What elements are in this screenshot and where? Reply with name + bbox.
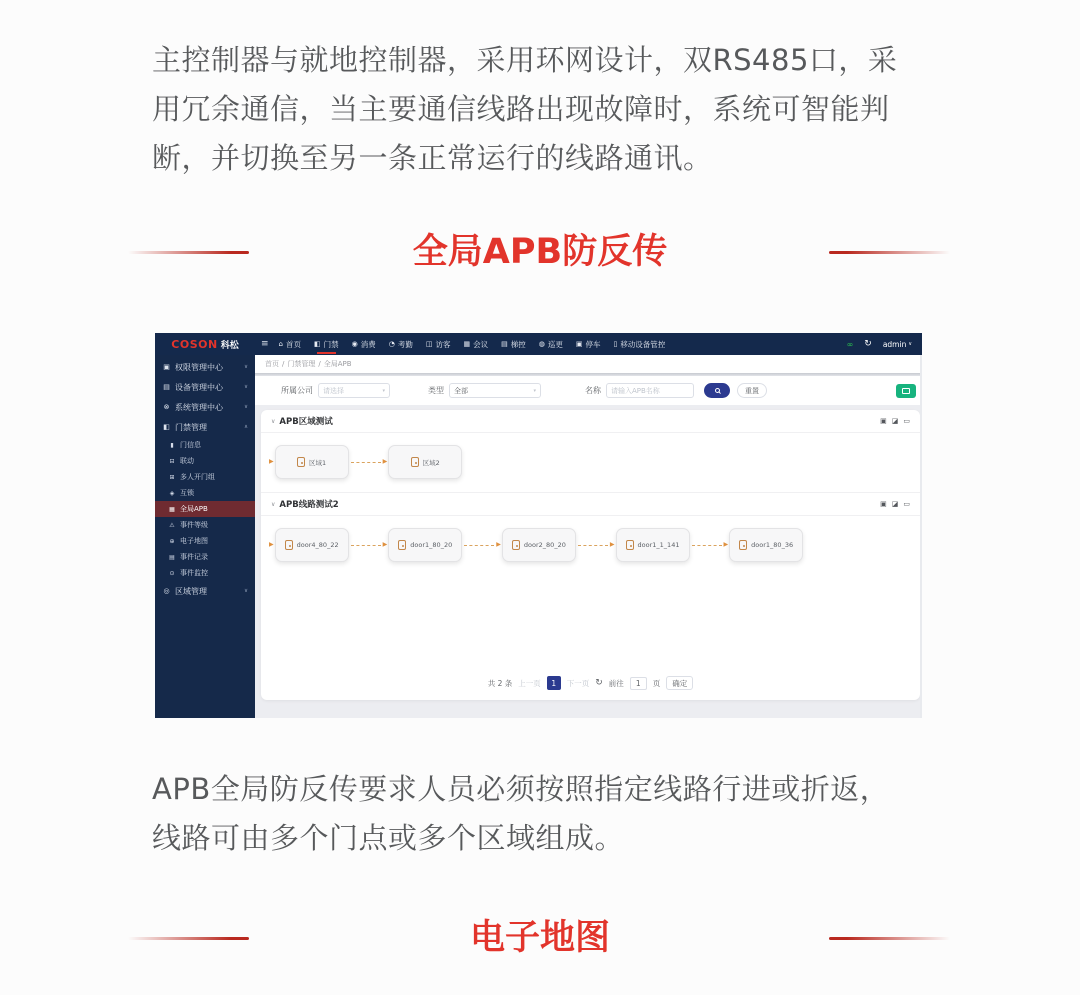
reset-button[interactable]: 重置 [737,383,767,398]
mobile-icon: ▯ [613,339,618,348]
link-icon[interactable]: ∞ [846,339,854,349]
device-icon: ▤ [163,383,170,391]
chevron-down-icon: ▾ [533,387,536,394]
door-icon [285,540,293,550]
topbar-right [847,339,922,349]
sidebar-item-interlock[interactable]: ◈ 互锁 [169,489,194,497]
menu-item-access-control[interactable]: ◧ 门禁 [314,333,339,355]
section-title: APB线路测试2 [279,500,339,510]
door-icon: ◧ [314,339,321,348]
flow-connector [351,545,381,546]
add-button[interactable] [896,384,916,398]
type-label: 类型 [428,386,444,395]
sidebar-item-door-info[interactable]: ▮ 门信息 [155,437,255,453]
breadcrumb-global-apb: 全局APB [323,360,352,368]
meeting-icon: ▦ [463,339,471,348]
next-page-button[interactable]: 下一页 [566,678,590,688]
apb-node-door[interactable]: door1_1_141 [616,528,690,562]
chevron-down-icon: ∨ [908,341,912,347]
apb-route-flow [261,516,920,575]
sidebar-item-linkage[interactable]: ⊟ 联动 [169,457,194,465]
door-info-icon: ▮ [170,441,174,449]
monitor-icon[interactable]: ▭ [903,416,910,425]
screenshot-cut-edge [920,355,922,718]
sidebar-group-region-management[interactable]: ◎ 区域管理 ∨ [163,586,248,596]
intro-line: 主控制器与就地控制器，采用环网设计，双RS485口，采 [152,43,898,77]
flow-arrow-icon: ▶ [269,458,274,465]
door-icon [297,457,305,467]
menu-item-parking[interactable]: ▣ 停车 [575,339,601,349]
name-label: 名称 [585,386,601,395]
record-icon: ▤ [169,553,175,561]
outro-line: 线路可由多个门点或多个区域组成。 [152,821,625,855]
company-select[interactable] [318,383,390,398]
menu-item-attendance[interactable]: ◔ 考勤 [388,339,413,349]
permission-icon: ▣ [163,363,170,371]
parking-icon: ▣ [575,339,583,348]
consume-icon: ◉ [351,339,358,348]
heading-rule-left [128,937,249,940]
search-button[interactable] [704,383,730,398]
linkage-icon: ⊟ [169,457,175,465]
door-icon [398,540,406,550]
elevator-icon: ▤ [501,339,508,348]
clock-icon: ◔ [388,339,395,348]
chevron-down-icon: ∨ [243,588,248,594]
search-icon [715,388,720,393]
sidebar-group-door-management[interactable]: ◧ 门禁管理 ∧ [163,422,248,432]
type-value: 全部 [454,386,468,395]
username: admin [882,339,907,349]
chevron-down-icon: ∨ [243,384,248,390]
chevron-up-icon: ∧ [243,424,248,430]
door-icon [512,540,520,550]
company-label: 所属公司 [281,386,313,395]
section-heading-emap [0,912,1080,964]
filter-bar [255,376,922,405]
export-icon[interactable]: ▣ [880,499,887,508]
apb-node-region1[interactable]: 区域1 [275,445,349,479]
flow-arrow-icon: ▶ [269,541,274,548]
prev-page-button[interactable]: 上一页 [518,678,541,688]
region-icon: ◎ [163,587,170,595]
apb-icon: ▦ [169,505,175,513]
door-icon: ◧ [163,423,170,431]
apb-content-card [261,410,920,700]
breadcrumb-door-management[interactable]: 门禁管理 [287,360,316,368]
page-unit-label: 页 [652,678,661,688]
breadcrumb [255,355,922,373]
patrol-icon: ◍ [538,339,545,348]
flow-connector [464,545,494,546]
section-title: APB区域测试 [279,417,333,427]
sidebar-item-global-apb[interactable]: ▦ 全局APB [155,501,255,517]
refresh-icon[interactable]: ↻ [864,339,872,349]
collapse-caret-icon[interactable]: ∨ [271,500,276,508]
sidebar-group-system-center[interactable]: ⊗ 系统管理中心 ∨ [163,402,248,412]
name-input[interactable] [606,383,694,398]
edit-icon[interactable]: ◪ [891,499,899,508]
chevron-down-icon: ▾ [382,387,385,394]
section-actions [880,501,910,508]
collapse-caret-icon[interactable]: ∨ [271,417,276,425]
logo [155,338,255,351]
menu-item-home[interactable]: ⌂ 首页 [278,339,301,349]
flow-arrow-icon: ▶ [496,541,501,548]
heading-rule-left [128,251,249,254]
company-placeholder: 请选择 [323,386,344,395]
section-header-apb-region [261,410,920,433]
outro-line: APB全局防反传要求人员必须按照指定线路行进或折返， [152,772,890,806]
apb-node-door[interactable]: door1_80_20 [388,528,462,562]
section-title: 电子地图 [469,918,610,958]
warning-icon: ⚠ [169,521,175,529]
heading-rule-right [829,937,950,940]
sidebar-item-event-level[interactable]: ⚠ 事件等级 [169,521,208,529]
map-icon: ⊕ [169,537,175,545]
group-icon: ⊞ [169,473,175,481]
intro-paragraph [152,36,952,183]
sidebar-item-multi-person-open[interactable]: ⊞ 多人开门组 [169,473,215,481]
menu-item-visitor[interactable]: ◫ 访客 [425,339,451,349]
door-icon [411,457,419,467]
confirm-button[interactable]: 确定 [666,676,693,690]
sidebar [155,355,255,718]
door-icon [626,540,634,550]
apb-node-door[interactable]: door1_80_36 [729,528,803,562]
goto-page-input[interactable] [630,677,647,690]
monitor-icon: ⊙ [169,569,175,577]
hamburger-icon[interactable]: ≡ [261,339,269,349]
refresh-icon[interactable]: ↻ [595,678,603,688]
section-header-apb-route [261,493,920,516]
type-select[interactable] [449,383,541,398]
chevron-down-icon: ∨ [243,364,248,370]
menu-item-mobile-device[interactable]: ▯ 移动设备管控 [613,339,666,349]
heading-rule-right [829,251,950,254]
menu-item-elevator[interactable]: ▤ 梯控 [501,339,526,349]
visitor-icon: ◫ [425,339,433,348]
flow-arrow-icon: ▶ [723,541,729,548]
sidebar-item-event-monitor[interactable]: ⊙ 事件监控 [169,569,208,577]
interlock-icon: ◈ [169,489,175,497]
intro-line: 断，并切换至另一条正常运行的线路通讯。 [152,141,713,175]
edit-icon[interactable]: ◪ [891,416,899,425]
main-area [255,355,922,718]
app-topbar [155,333,922,355]
monitor-icon[interactable]: ▭ [903,499,910,508]
flow-connector [351,462,381,463]
system-icon: ⊗ [163,403,170,411]
flow-connector [578,545,608,546]
sidebar-item-event-record[interactable]: ▤ 事件记录 [169,553,208,561]
export-icon[interactable]: ▣ [880,416,887,425]
sidebar-group-device-center[interactable]: ▤ 设备管理中心 ∨ [163,382,248,392]
home-icon: ⌂ [278,339,283,348]
breadcrumb-separator: / [282,360,285,368]
flow-arrow-icon: ▶ [382,458,388,465]
breadcrumb-separator: / [318,360,321,368]
intro-line: 用冗余通信，当主要通信线路出现故障时，系统可智能判 [152,92,890,126]
flow-connector [692,545,722,546]
flow-arrow-icon: ▶ [609,541,615,548]
breadcrumb-home[interactable]: 首页 [265,360,279,368]
apb-node-region2[interactable]: 区域2 [388,445,462,479]
logo-coson: COSON [171,337,218,351]
outro-paragraph [152,765,962,863]
logo-keson: 科松 [220,340,239,351]
menu-item-patrol[interactable]: ◍ 巡更 [538,339,563,349]
menu-item-consume[interactable]: ◉ 消费 [351,339,376,349]
goto-label: 前往 [608,678,624,688]
app-screenshot [155,333,922,718]
door-submenu [155,437,255,581]
add-icon [902,388,910,394]
section-title: 全局APB防反传 [412,232,668,272]
flow-arrow-icon: ▶ [382,541,388,548]
pagination [261,676,920,690]
door-icon [739,540,747,550]
apb-node-door[interactable]: door2_80_20 [502,528,576,562]
section-actions [880,418,910,425]
apb-region-flow [261,433,920,493]
sidebar-item-emap[interactable]: ⊕ 电子地图 [169,537,208,545]
apb-node-door[interactable]: door4_80_22 [275,528,349,562]
pagination-total: 共 2 条 [487,678,513,688]
chevron-down-icon: ∨ [243,404,248,410]
page-number-button[interactable]: 1 [547,676,561,690]
menu-item-meeting[interactable]: ▦ 会议 [463,339,489,349]
sidebar-group-permission-center[interactable]: ▣ 权限管理中心 ∨ [163,362,248,372]
user-menu[interactable] [883,340,912,349]
section-heading-global-apb [0,226,1080,278]
top-menu [279,333,666,355]
